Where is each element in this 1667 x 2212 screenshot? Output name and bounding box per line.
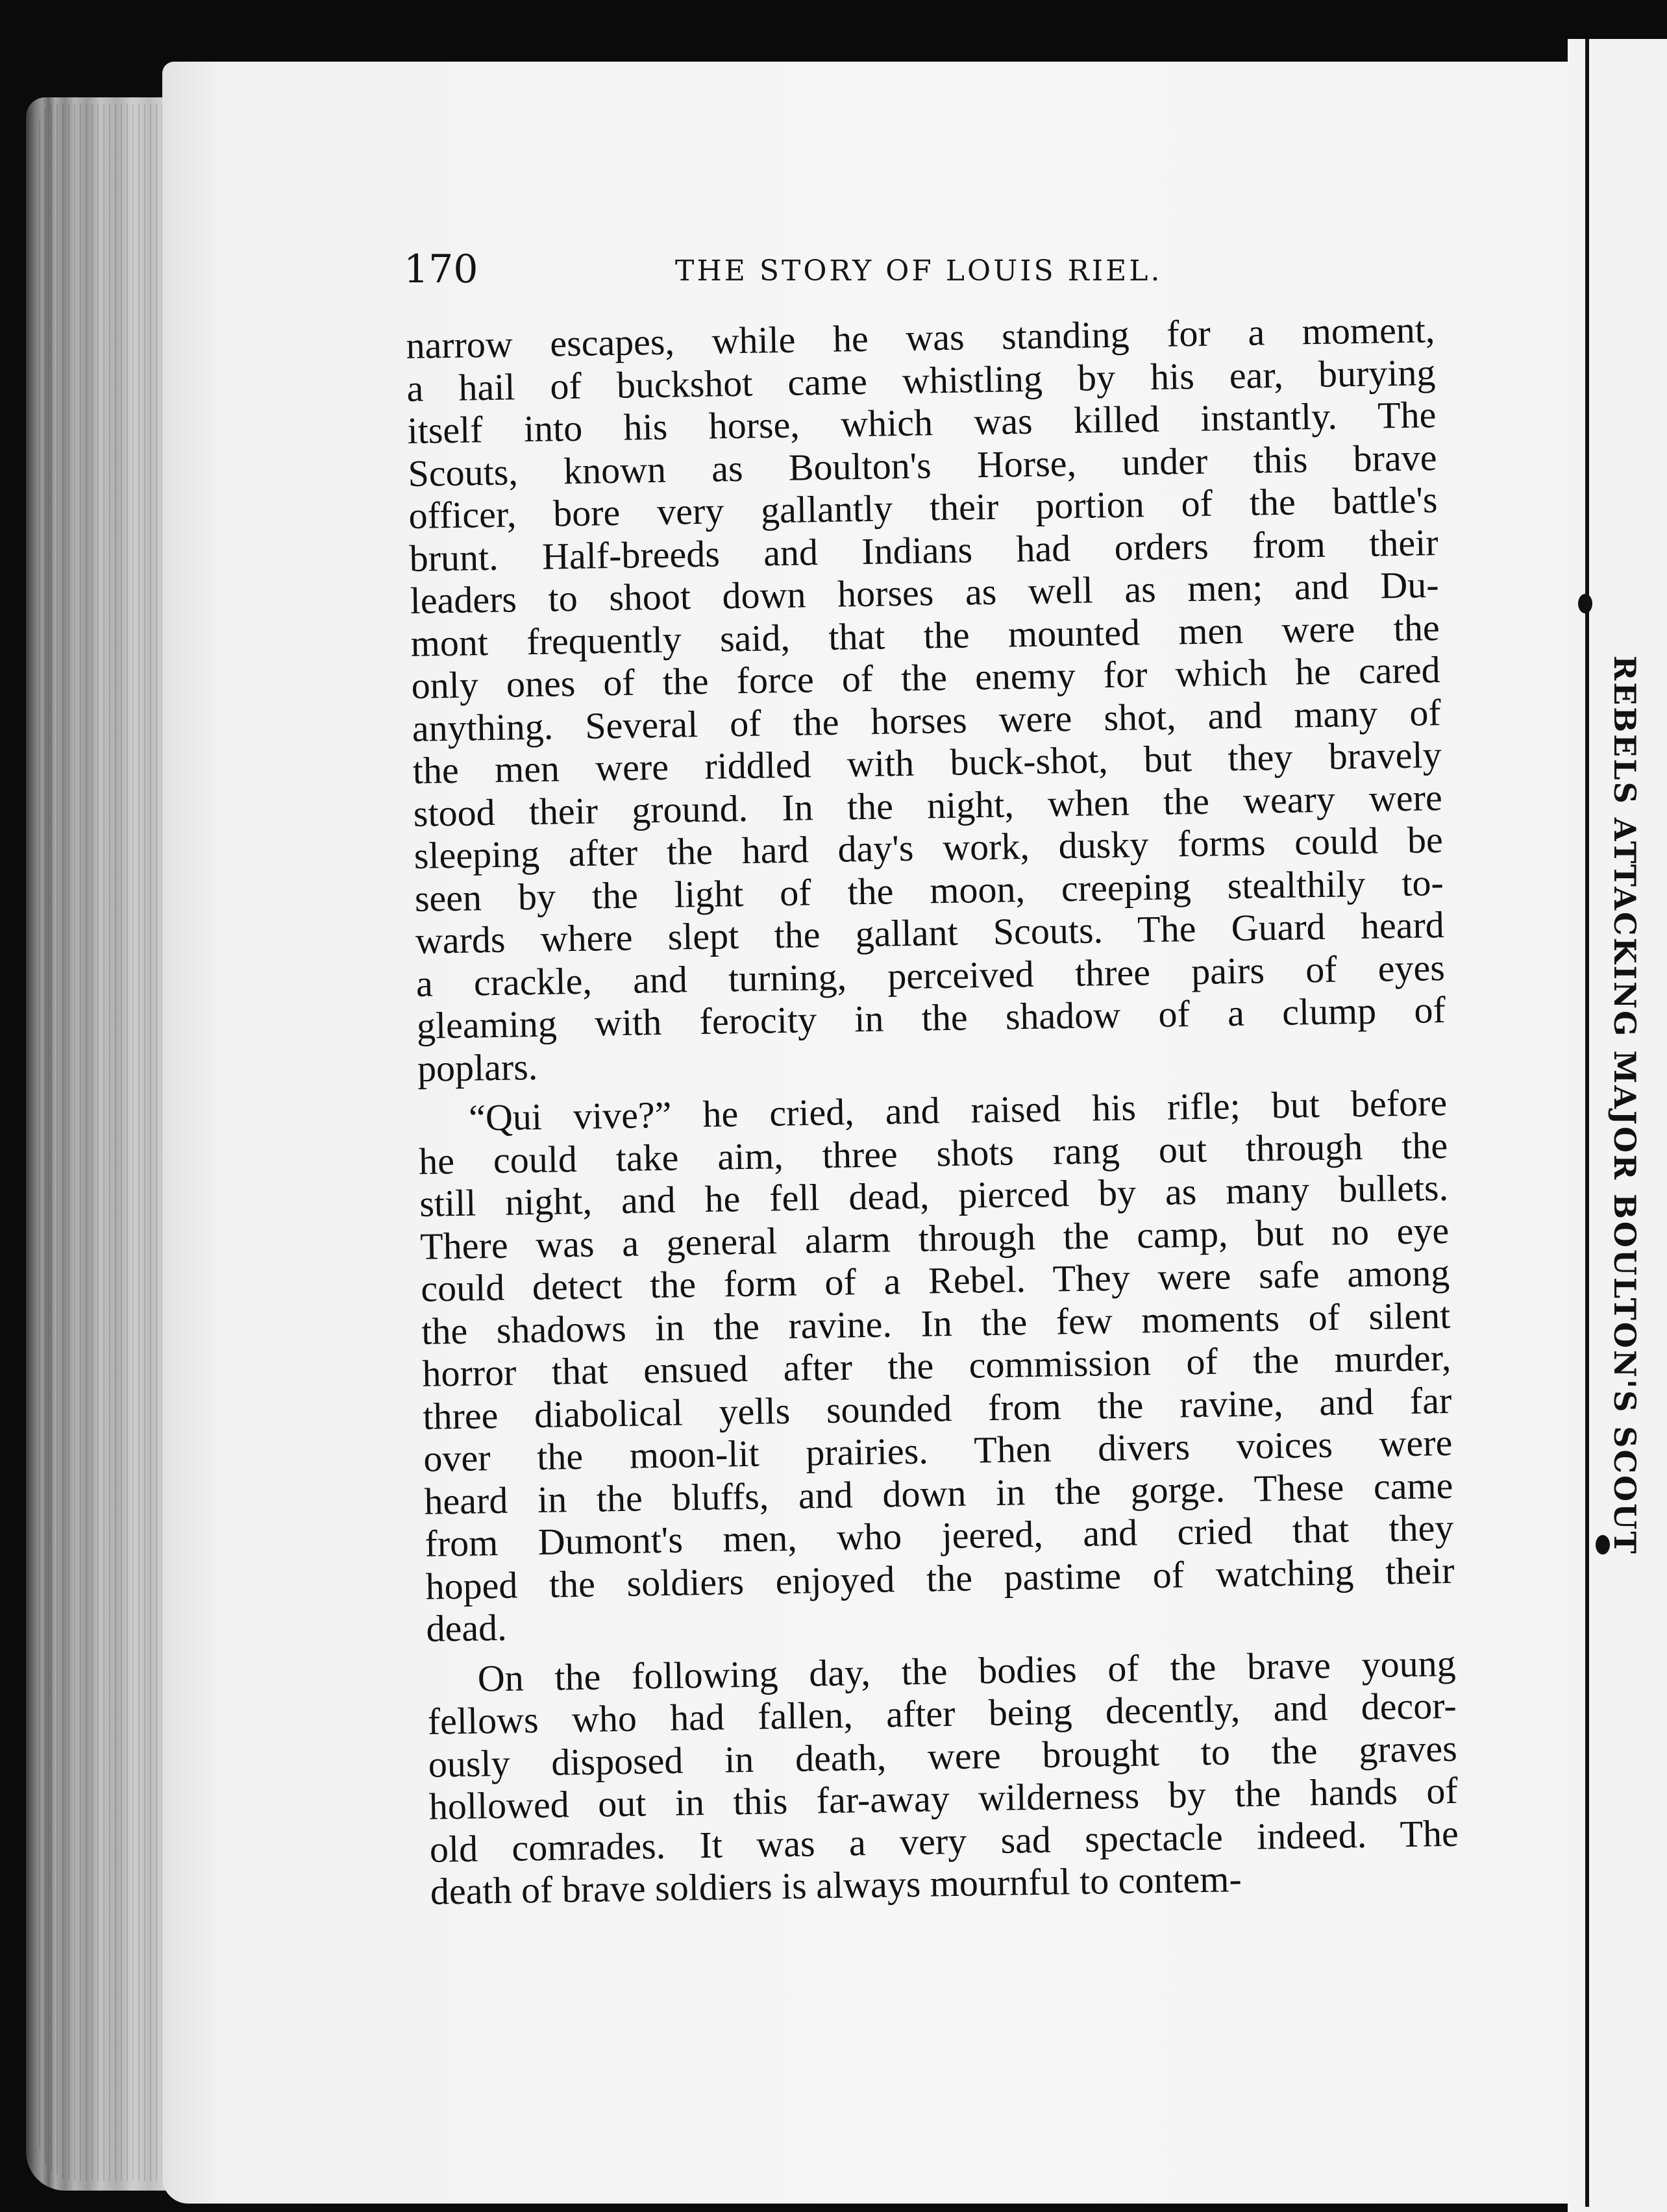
text-line: itself into his horse, which was killed instantly. The xyxy=(407,393,1437,452)
text-line: old comrades. It was a very sad spectacle indeed. The xyxy=(429,1812,1459,1871)
text-line: gleaming with ferocity in the shadow of a clump of xyxy=(416,988,1446,1047)
text-line: On the following day, the bodies of the brave young xyxy=(477,1641,1457,1700)
text-line: three diabolical yells sounded from the ravine, and far xyxy=(422,1379,1452,1438)
text-line: sleeping after the hard day's work, dusky forms could be xyxy=(414,818,1444,877)
text-line: still night, and he fell dead, pierced by as many bullets. xyxy=(419,1166,1449,1225)
text-line: over the moon-lit prairies. Then divers voices were xyxy=(423,1421,1453,1480)
text-line: could detect the form of a Rebel. They were safe among xyxy=(420,1251,1450,1310)
text-line: brunt. Half-breeds and Indians had orders from their xyxy=(409,521,1439,580)
paragraph xyxy=(406,308,1446,1090)
paragraph xyxy=(426,1641,1459,1913)
text-line: dead. xyxy=(426,1606,508,1650)
text-line: the men were riddled with buck-shot, but they bravely xyxy=(412,733,1442,792)
text-line: fellows who had fallen, after being decently, and decor- xyxy=(427,1684,1457,1743)
text-line: officer, bore very gallantly their portion of the battle's xyxy=(408,478,1438,537)
text-line: poplars. xyxy=(417,1045,538,1090)
text-line: from Dumont's men, who jeered, and cried that they xyxy=(424,1506,1454,1565)
text-line: he could take aim, three shots rang out through the xyxy=(418,1124,1448,1183)
text-line: wards where slept the gallant Scouts. The Guard heard xyxy=(415,903,1445,962)
page-number: 170 xyxy=(404,247,478,292)
text-line: horror that ensued after the commission of the murder, xyxy=(421,1336,1451,1395)
text-line: heard in the bluffs, and down in the gorge. These came xyxy=(423,1464,1453,1523)
text-line: Scouts, known as Boulton's Horse, under this brave xyxy=(408,436,1437,495)
book-page-edge-lines xyxy=(39,104,182,2181)
paragraph xyxy=(418,1081,1455,1650)
text-line: stood their ground. In the night, when the weary were xyxy=(413,776,1443,835)
text-line: ously disposed in death, were brought to the graves xyxy=(428,1727,1458,1786)
text-line: only ones of the force of the enemy for which he cared xyxy=(411,648,1441,707)
text-line: a hail of buckshot came whistling by his ear, burying xyxy=(406,350,1436,410)
text-line: the shadows in the ravine. In the few moments of silent xyxy=(421,1294,1451,1353)
text-line: narrow escapes, while he was standing for a moment, xyxy=(406,308,1435,367)
binding-mark xyxy=(1578,594,1592,613)
plate-border-rule xyxy=(1585,39,1589,2207)
text-line: death of brave soldiers is always mournful to contem- xyxy=(430,1858,1242,1913)
text-line: a crackle, and turning, perceived three pairs of eyes xyxy=(415,946,1446,1005)
body-text xyxy=(406,308,1459,1913)
text-line: “Qui vive?” he cried, and raised his rifle; but before xyxy=(468,1081,1448,1139)
text-line: mont frequently said, that the mounted men were the xyxy=(410,606,1440,665)
text-line: There was a general alarm through the camp, but no eye xyxy=(419,1209,1450,1268)
plate-caption: REBELS ATTACKING MAJOR BOULTON'S SCOUT xyxy=(1607,656,1642,1556)
text-line: hoped the soldiers enjoyed the pastime of watching their xyxy=(425,1549,1455,1608)
text-line: anything. Several of the horses were shot, and many of xyxy=(412,691,1442,750)
text-line: leaders to shoot down horses as well as men; and Du- xyxy=(410,563,1439,622)
text-line: seen by the light of the moon, creeping stealthily to- xyxy=(414,861,1444,920)
running-head: THE STORY OF LOUIS RIEL. xyxy=(675,254,1163,288)
text-line: hollowed out in this far-away wilderness by the hands of xyxy=(428,1769,1459,1828)
